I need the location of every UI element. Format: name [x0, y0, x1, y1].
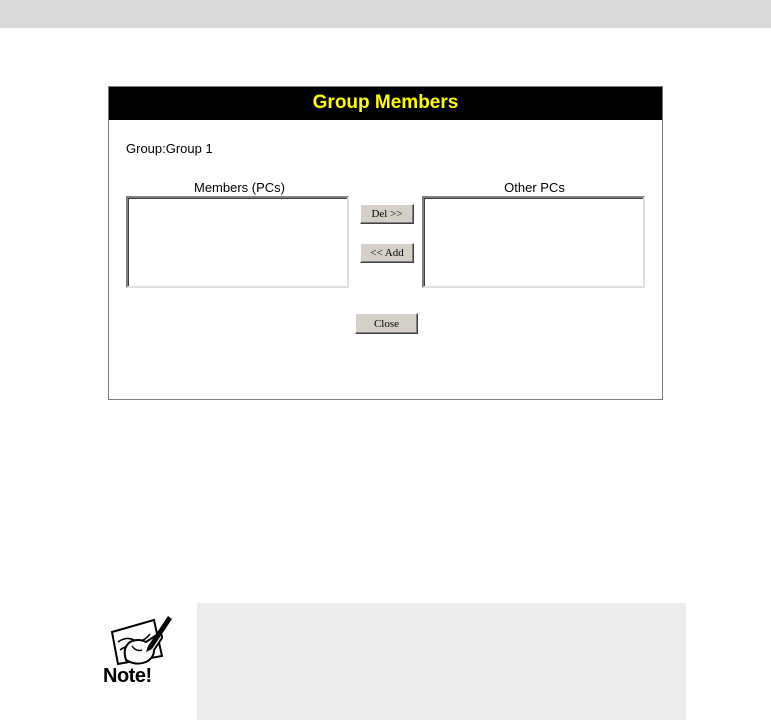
top-band — [0, 0, 771, 28]
group-label: Group:Group 1 — [126, 141, 213, 156]
other-pcs-heading: Other PCs — [504, 180, 565, 195]
dialog-title: Group Members — [109, 87, 662, 120]
del-button[interactable]: Del >> — [360, 204, 414, 224]
note-label: Note! — [103, 665, 152, 687]
close-button[interactable]: Close — [355, 313, 418, 334]
add-button[interactable]: << Add — [360, 243, 414, 263]
other-pcs-listbox[interactable] — [422, 196, 645, 288]
members-listbox[interactable] — [126, 196, 349, 288]
note-box — [197, 603, 686, 720]
members-heading: Members (PCs) — [193, 180, 285, 195]
group-members-dialog — [108, 86, 663, 400]
